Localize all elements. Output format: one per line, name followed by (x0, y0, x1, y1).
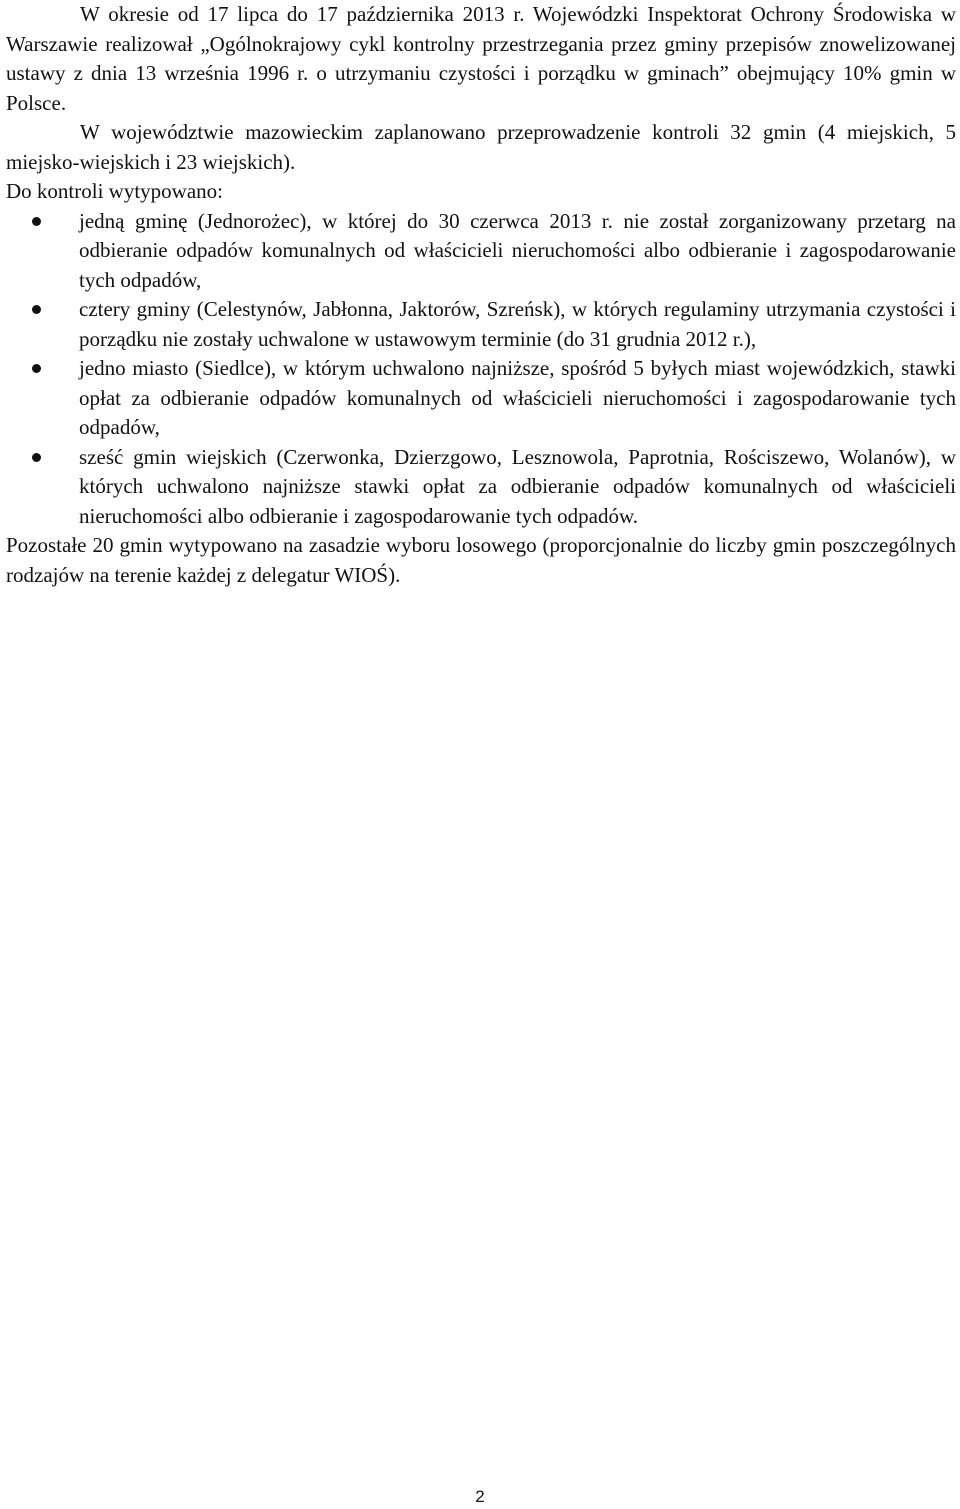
document-page (6, 0, 956, 590)
list-intro: Do kontroli wytypowano: (6, 179, 223, 203)
bullet-icon (32, 364, 41, 373)
list-item-text: sześć gmin wiejskich (Czerwonka, Dzierzgowo, Lesznowola, Paprotnia, Rościszewo, Wolanów), w których uchwalono najniższe stawki opłat za odbieranie odpadów komunalnych od właścicieli nieruchomości albo odbieranie i zagospodarowanie tych odpadów. (79, 444, 956, 528)
closing-paragraph: Pozostałe 20 gmin wytypowano na zasadzie wyboru losowego (proporcjonalnie do liczby gmin poszczególnych rodzajów na terenie każdej z delegatur WIOŚ). (6, 533, 956, 587)
intro-paragraph: W okresie od 17 lipca do 17 października 2013 r. Wojewódzki Inspektorat Ochrony Środowiska w Warszawie realizował „Ogólnokrajowy cykl kontrolny przestrzegania przez gminy przepisów znowelizowanej ustawy z dnia 13 września 1996 r. o utrzymaniu czystości i porządku w gminach” obejmujący 10% gmin w Polsce. (6, 2, 956, 115)
bullet-icon (32, 305, 41, 314)
list-item-text: jedno miasto (Siedlce), w którym uchwalono najniższe, spośród 5 byłych miast wojewódzkich, stawki opłat za odbieranie odpadów komunalnych od właścicieli nieruchomości i zagospodarowanie tych odpadów, (79, 356, 956, 439)
page-number: 2 (475, 1487, 485, 1506)
list-item (6, 295, 956, 354)
bullet-icon (32, 453, 41, 462)
list-item (6, 207, 956, 296)
list-item-text: jedną gminę (Jednorożec), w której do 30 czerwca 2013 r. nie został zorganizowany przetarg na odbieranie odpadów komunalnych od właścicieli nieruchomości albo odbieranie i zagospodarowanie tych odpadów, (79, 208, 956, 292)
bullet-icon (32, 217, 41, 226)
list-item (6, 443, 956, 532)
list-item-text: cztery gminy (Celestynów, Jabłonna, Jaktorów, Szreńsk), w których regulaminy utrzymania czystości i porządku nie zostały uchwalone w ustawowym terminie (do 31 grudnia 2012 r.), (79, 297, 956, 351)
list-item (6, 354, 956, 443)
plan-paragraph: W województwie mazowieckim zaplanowano przeprowadzenie kontroli 32 gmin (4 miejskich, 5 miejsko-wiejskich i 23 wiejskich). (6, 120, 956, 174)
selection-list (6, 207, 956, 532)
